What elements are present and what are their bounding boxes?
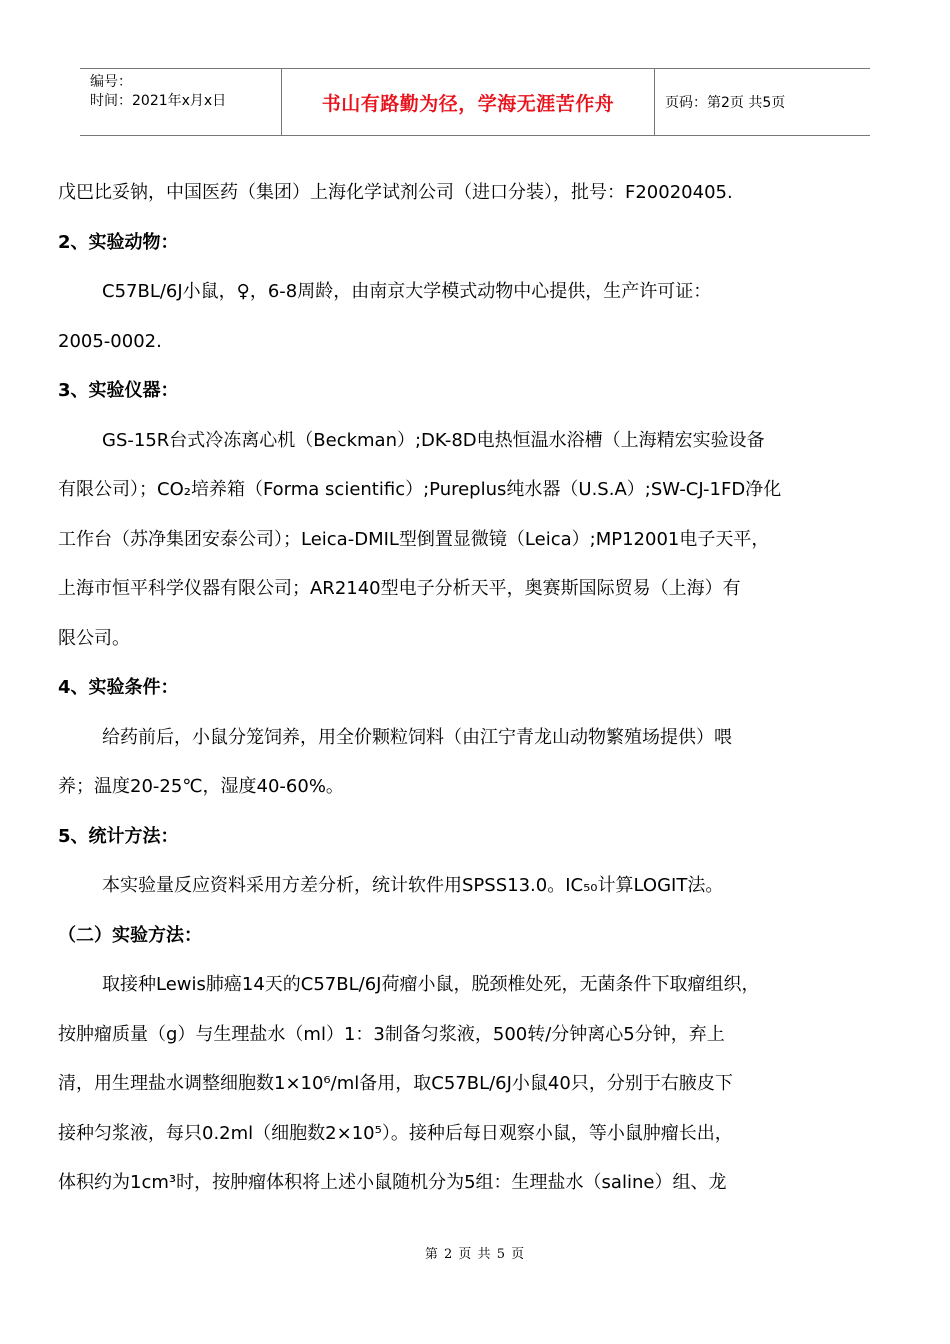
section-heading: 4、实验条件： — [58, 677, 179, 698]
section-heading: 2、实验动物： — [58, 231, 179, 253]
doc-date: 时间：2021年x月x日 — [90, 93, 227, 109]
header-motto: 书山有路勤为径，学海无涯苦作舟 — [282, 69, 655, 135]
text-line: 本实验量反应资料采用方差分析，统计软件用SPSS13.0。IC₅₀计算LOGIT法。 — [102, 875, 724, 896]
text-line: 限公司。 — [58, 627, 130, 649]
text-line: 工作台（苏净集团安泰公司）；Leica-DMIL型倒置显微镜（Leica）;MP12001电子天平， — [58, 528, 770, 550]
text-line: 清，用生理盐水调整细胞数1×10⁶/ml备用，取C57BL/6J小鼠40只，分别于右腋皮下 — [58, 1073, 733, 1094]
text-line: 上海市恒平科学仪器有限公司；AR2140型电子分析天平，奥赛斯国际贸易（上海）有 — [58, 578, 741, 599]
text-line: 给药前后，小鼠分笼饲养，用全价颗粒饲料（由江宁青龙山动物繁殖场提供）喂 — [102, 726, 732, 748]
text-line: 按肿瘤质量（g）与生理盐水（ml）1：3制备匀浆液，500转/分钟离心5分钟，弃上 — [58, 1023, 725, 1045]
text-line: 接种匀浆液，每只0.2ml（细胞数2×10⁵）。接种后每日观察小鼠，等小鼠肿瘤长出， — [58, 1122, 733, 1144]
text-line: 体积约为1cm³时，按肿瘤体积将上述小鼠随机分为5组：生理盐水（saline）组、龙 — [58, 1172, 727, 1193]
section-heading: 5、统计方法： — [58, 825, 179, 847]
section-heading: （二）实验方法： — [58, 924, 202, 946]
header-meta — [80, 69, 282, 135]
text-line: C57BL/6J小鼠，♀，6-8周龄，由南京大学模式动物中心提供，生产许可证： — [102, 281, 712, 302]
header-page-info: 页码：第2页 共5页 — [665, 95, 786, 111]
text-line: 取接种Lewis肺癌14天的C57BL/6J荷瘤小鼠，脱颈椎处死，无菌条件下取瘤组织， — [102, 974, 760, 995]
text-line: 有限公司）；CO₂培养箱（Forma scientific）;Pureplus纯水器（U.S.A）;SW-CJ-1FD净化 — [58, 479, 782, 500]
page-footer: 第 2 页 共 5 页 — [424, 1247, 526, 1262]
text-line: 养；温度20-25℃，湿度40-60%。 — [58, 776, 344, 797]
doc-code-label: 编号： — [90, 74, 132, 90]
text-line: 戊巴比妥钠，中国医药（集团）上海化学试剂公司（进口分装），批号：F20020405. — [58, 182, 733, 203]
document-body — [58, 168, 900, 1208]
section-heading: 3、实验仪器： — [58, 380, 179, 401]
text-line: GS-15R台式冷冻离心机（Beckman）;DK-8D电热恒温水浴槽（上海精宏实验设备 — [102, 429, 765, 451]
page-header — [80, 68, 870, 136]
text-line: 2005-0002. — [58, 330, 162, 352]
